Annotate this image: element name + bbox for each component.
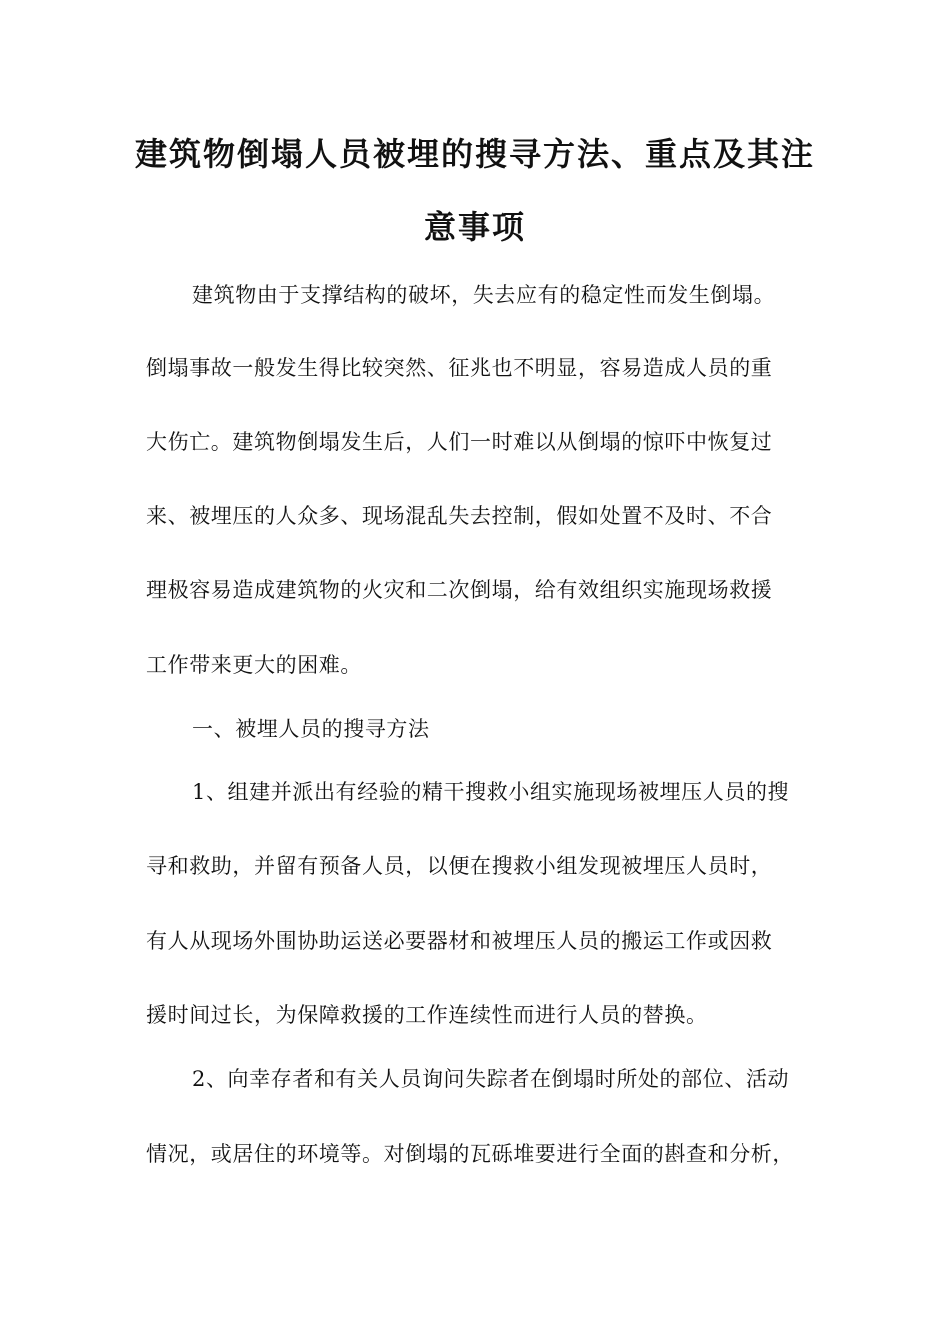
body-line: 建筑物由于支撑结构的破坏，失去应有的稳定性而发生倒塌。 (192, 283, 776, 307)
body-line: 有人从现场外围协助运送必要器材和被埋压人员的搬运工作或因救 (146, 929, 773, 953)
body-line: 寻和救助，并留有预备人员，以便在搜救小组发现被埋压人员时， (146, 854, 773, 878)
section-heading: 一、被埋人员的搜寻方法 (192, 717, 430, 741)
document-title-line-1: 建筑物倒塌人员被埋的搜寻方法、重点及其注 (134, 135, 815, 173)
body-line: 大伤亡。建筑物倒塌发生后，人们一时难以从倒塌的惊吓中恢复过 (146, 430, 773, 454)
body-line: 情况，或居住的环境等。对倒塌的瓦砾堆要进行全面的斟查和分析， (146, 1142, 794, 1166)
body-line: 2、向幸存者和有关人员询问失踪者在倒塌时所处的部位、活动 (192, 1067, 790, 1091)
body-line: 倒塌事故一般发生得比较突然、征兆也不明显，容易造成人员的重 (146, 356, 773, 380)
body-line: 工作带来更大的困难。 (146, 653, 362, 677)
body-line: 援时间过长，为保障救援的工作连续性而进行人员的替换。 (146, 1003, 708, 1027)
body-line: 1、组建并派出有经验的精干搜救小组实施现场被埋压人员的搜 (192, 780, 790, 804)
document-title-line-2: 意事项 (423, 208, 526, 246)
body-line: 来、被埋压的人众多、现场混乱失去控制，假如处置不及时、不合 (146, 504, 773, 528)
body-line: 理极容易造成建筑物的火灾和二次倒塌，给有效组织实施现场救援 (146, 578, 773, 602)
